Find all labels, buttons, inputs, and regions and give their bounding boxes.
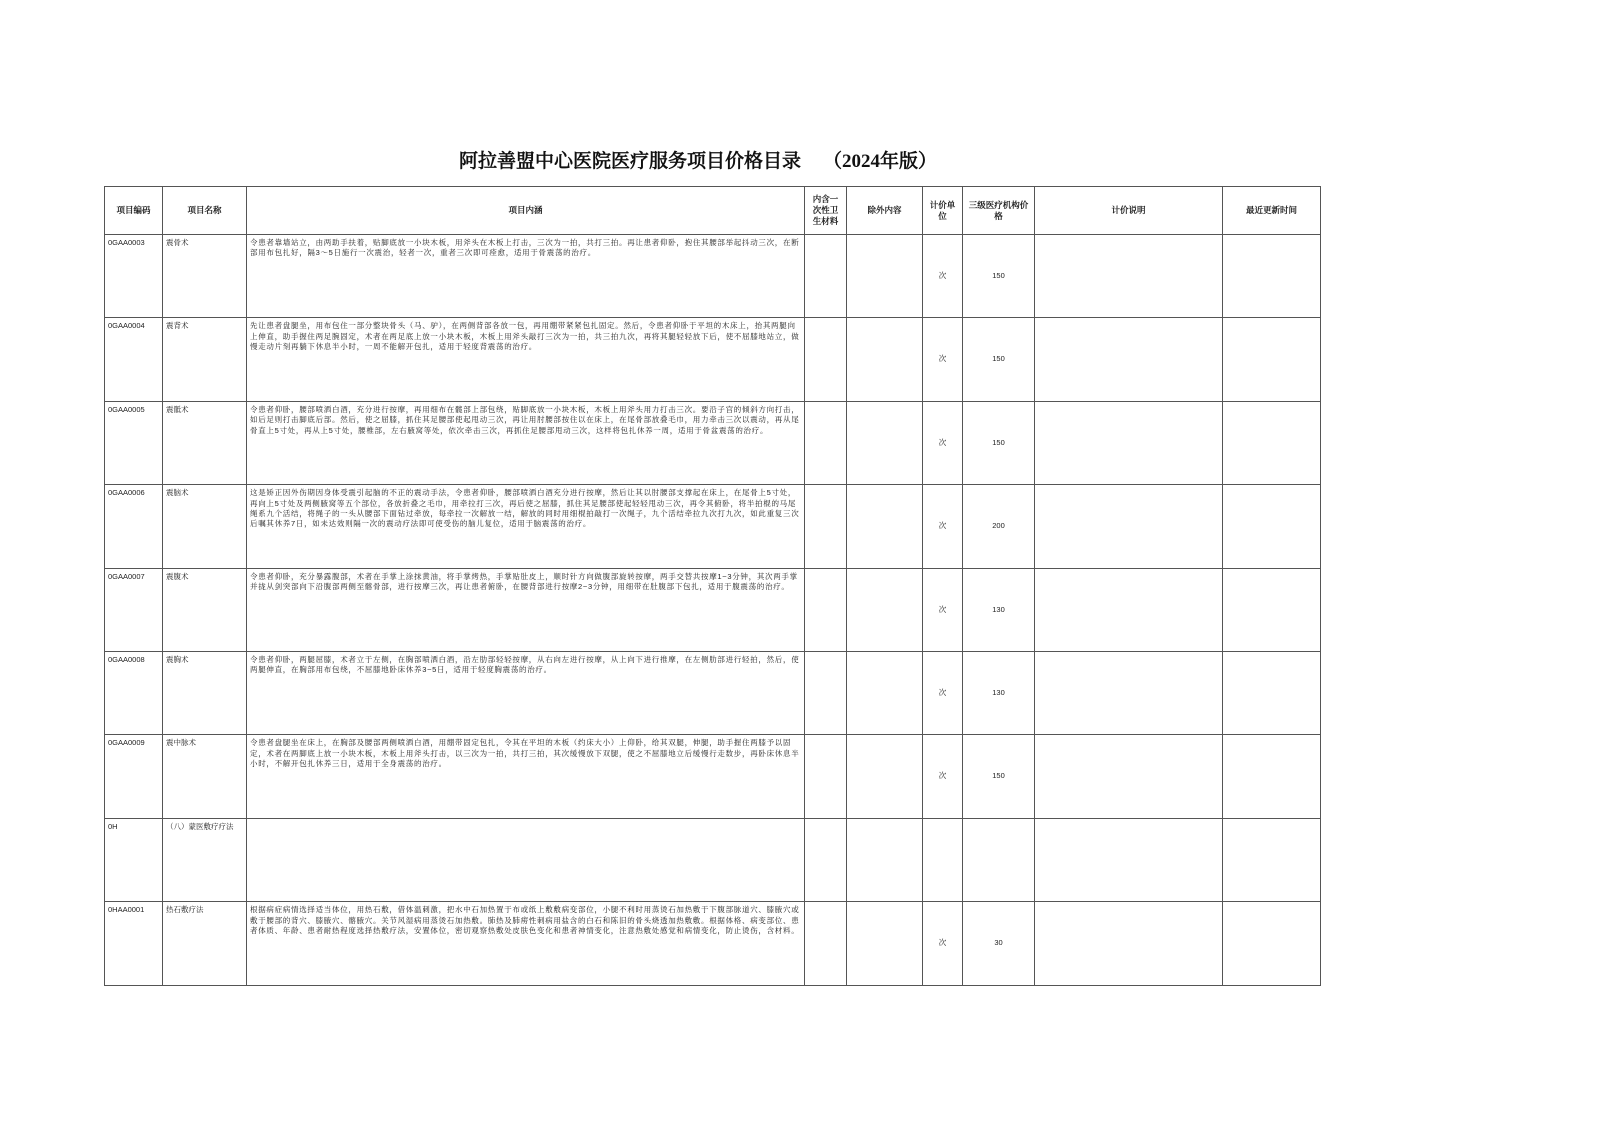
cell-code: 0GAA0009 <box>105 735 163 818</box>
cell-note <box>1035 235 1223 318</box>
table-row <box>105 235 1321 318</box>
cell-note <box>1035 318 1223 401</box>
cell-price: 150 <box>963 318 1035 401</box>
cell-code: 0GAA0003 <box>105 235 163 318</box>
table-header-row <box>105 187 1321 235</box>
cell-content: 令患者盘腿坐在床上，在胸部及腰部两侧喷洒白酒，用绷带固定包扎，令其在平坦的木板（约床大小）上仰卧，给其双腿，伸腿，助手握住两膝予以固定，术者在两脚底上放一小块木板，木板上用斧头打击，以三次为一拍，共打三拍，其次缓慢放下双腿，使之不屈膝地立后缓慢行走数步，再卧床休息半小时，不解开包扎休养三日，适用于全身震荡的治疗。 <box>247 735 805 818</box>
header-code: 项目编码 <box>105 187 163 235</box>
table-row <box>105 485 1321 568</box>
cell-updated <box>1223 318 1321 401</box>
cell-price <box>963 818 1035 901</box>
cell-exclusions <box>847 568 923 651</box>
table-body <box>105 235 1321 986</box>
cell-content: 这是矫正因外伤期因身体受震引起脑的不正的震动手法，令患者仰卧，腰部喷洒白酒充分进行按摩，然后让其以肘腰部支撑起在床上，在尾骨上5寸处，再向上5寸处及两侧腋窝等五个部位，各放折叠之毛巾，用牵拉打三次，再后使之屈膝，抓住其足腰部使起轻轻甩动三次，再令其俯卧，将半拍棍的马尾绳系九个活结，将绳子的一头从腰部下面钻过牵放，每牵拉一次解放一结，解放的同时用细棍拍敲打一次绳子，九个活结牵拉九次打九次，如此重复三次后嘱其休养7日，如未达效则隔一次的震动疗法即可使受伤的脑儿复位，适用于脑震荡的治疗。 <box>247 485 805 568</box>
cell-code: 0HAA0001 <box>105 902 163 985</box>
cell-updated <box>1223 818 1321 901</box>
cell-name: （八）蒙医敷疗疗法 <box>163 818 247 901</box>
title-text: 阿拉善盟中心医院医疗服务项目价格目录 <box>459 151 802 172</box>
table-row <box>105 902 1321 985</box>
cell-updated <box>1223 568 1321 651</box>
cell-updated <box>1223 902 1321 985</box>
header-updated: 最近更新时间 <box>1223 187 1321 235</box>
cell-note <box>1035 902 1223 985</box>
header-exclusions: 除外内容 <box>847 187 923 235</box>
cell-price: 150 <box>963 735 1035 818</box>
cell-note <box>1035 651 1223 734</box>
cell-materials <box>805 401 847 484</box>
cell-code: 0GAA0006 <box>105 485 163 568</box>
cell-exclusions <box>847 485 923 568</box>
cell-note <box>1035 401 1223 484</box>
cell-unit: 次 <box>923 735 963 818</box>
cell-content: 令患者仰卧，两腿屈膝，术者立于左侧，在胸部喷洒白酒，沿左肋部轻轻按摩，从右向左进行按摩，从上向下进行推摩，在左侧肋部进行轻拍，然后，使两腿伸直，在胸部用布包绕，不屈膝地卧床休养3~5日，适用于轻度胸震荡的治疗。 <box>247 651 805 734</box>
cell-unit: 次 <box>923 902 963 985</box>
cell-price: 30 <box>963 902 1035 985</box>
cell-materials <box>805 318 847 401</box>
table-row <box>105 318 1321 401</box>
cell-price: 200 <box>963 485 1035 568</box>
cell-unit: 次 <box>923 318 963 401</box>
cell-unit: 次 <box>923 651 963 734</box>
cell-updated <box>1223 485 1321 568</box>
cell-updated <box>1223 651 1321 734</box>
cell-materials <box>805 902 847 985</box>
cell-content: 令患者靠墙站立，由两助手扶着，贴脚底放一小块木板，用斧头在木板上打击，三次为一拍，共打三拍。再让患者仰卧，抱住其腰部举起抖动三次，在断部用布包扎好，隔3～5日施行一次震治，轻者一次，重者三次即可痊愈，适用于骨震荡的治疗。 <box>247 235 805 318</box>
cell-name: 震脑术 <box>163 485 247 568</box>
cell-name: 震胸术 <box>163 651 247 734</box>
price-table <box>104 186 1321 986</box>
cell-content <box>247 818 805 901</box>
cell-note <box>1035 818 1223 901</box>
cell-name: 震腹术 <box>163 568 247 651</box>
table-row <box>105 818 1321 901</box>
cell-materials <box>805 818 847 901</box>
cell-code: 0GAA0004 <box>105 318 163 401</box>
cell-materials <box>805 651 847 734</box>
table-row <box>105 568 1321 651</box>
table-row <box>105 735 1321 818</box>
cell-name: 震骶术 <box>163 401 247 484</box>
header-unit: 计价单位 <box>923 187 963 235</box>
cell-materials <box>805 568 847 651</box>
cell-materials <box>805 235 847 318</box>
cell-exclusions <box>847 818 923 901</box>
header-materials: 内含一次性卫生材料 <box>805 187 847 235</box>
cell-note <box>1035 568 1223 651</box>
cell-price: 150 <box>963 401 1035 484</box>
edition-text: （2024年版） <box>823 151 938 172</box>
cell-unit: 次 <box>923 401 963 484</box>
cell-code: 0GAA0005 <box>105 401 163 484</box>
cell-exclusions <box>847 318 923 401</box>
header-price: 三级医疗机构价格 <box>963 187 1035 235</box>
cell-code: 0GAA0008 <box>105 651 163 734</box>
cell-name: 震中脉术 <box>163 735 247 818</box>
cell-content: 先让患者盘腿坐，用布包住一部分整块骨头（马、驴），在两侧背部各放一包，再用绷带紧紧包扎固定。然后，令患者仰卧于平坦的木床上，抬其两腿向上伸直，助手握住两足腕固定，术者在两足底上放一小块木板，木板上用斧头敲打三次为一拍，共三拍九次，再将其腿轻轻放下后，使不屈膝地站立，做慢走动片刻再躺下休息半小时，一周不能解开包扎，适用于轻度背震荡的治疗。 <box>247 318 805 401</box>
cell-code: 0H <box>105 818 163 901</box>
cell-materials <box>805 485 847 568</box>
header-content: 项目内涵 <box>247 187 805 235</box>
cell-content: 令患者仰卧，腰部喷洒白酒，充分进行按摩，再用细布在髋部上部包绕，贴脚底放一小块木板，木板上用斧头用力打击三次。要沿子宫的倾斜方向打击，如后足则打击脚底后部。然后，使之屈膝，抓住其足腰部使起甩动三次，再让用肘腰部按住以在床上，在尾骨部放叠毛巾，用力牵击三次以震动，再从尾骨直上5寸处，再从上5寸处，腰椎部，左右腋窝等处，依次牵击三次，再抓住足腰部甩动三次，这样将包扎休养一周，适用于骨盆震荡的治疗。 <box>247 401 805 484</box>
cell-exclusions <box>847 902 923 985</box>
header-note: 计价说明 <box>1035 187 1223 235</box>
cell-price: 130 <box>963 651 1035 734</box>
cell-updated <box>1223 735 1321 818</box>
cell-name: 震背术 <box>163 318 247 401</box>
cell-exclusions <box>847 651 923 734</box>
document-title <box>459 146 937 173</box>
table-row <box>105 401 1321 484</box>
cell-content: 根据病症病情选择适当体位，用热石敷，借体温刺激，把水中石加热置于布或纸上敷敷病变部位，小腿不利时用蒸烫石加热敷于下腹部脉道穴、膝腋穴或敷于腰部的背穴、膝腋穴、髂腋穴。关节风湿病用蒸烫石加热敷。肺热及肺痨性刺病用盐含的白石和陈旧的骨头烧透加热敷敷。根据体格、病变部位、患者体质、年龄、患者耐热程度选择热敷疗法，安置体位，密切观察热敷处皮肤色变化和患者神情变化，注意热敷处感觉和病情变化，防止烫伤，含材料。 <box>247 902 805 985</box>
cell-exclusions <box>847 735 923 818</box>
cell-price: 130 <box>963 568 1035 651</box>
cell-unit: 次 <box>923 485 963 568</box>
cell-unit: 次 <box>923 235 963 318</box>
cell-code: 0GAA0007 <box>105 568 163 651</box>
cell-name: 热石敷疗法 <box>163 902 247 985</box>
cell-note <box>1035 485 1223 568</box>
cell-unit: 次 <box>923 568 963 651</box>
cell-name: 震骨术 <box>163 235 247 318</box>
cell-updated <box>1223 401 1321 484</box>
cell-updated <box>1223 235 1321 318</box>
cell-content: 令患者仰卧，充分暴露腹部，术者在手掌上涂抹黄油，将手掌烤热，手掌贴肚皮上，顺时针方向做腹部旋转按摩，两手交替共按摩1~3分钟，其次两手掌并拢从剑突部向下沿腹部两侧至髂骨部，进行按摩三次，再让患者俯卧，在腰背部进行按摩2~3分钟，用细带在肚腹部下包扎，适用于腹震荡的治疗。 <box>247 568 805 651</box>
header-name: 项目名称 <box>163 187 247 235</box>
table-row <box>105 651 1321 734</box>
cell-exclusions <box>847 235 923 318</box>
cell-note <box>1035 735 1223 818</box>
cell-exclusions <box>847 401 923 484</box>
cell-materials <box>805 735 847 818</box>
cell-unit <box>923 818 963 901</box>
cell-price: 150 <box>963 235 1035 318</box>
